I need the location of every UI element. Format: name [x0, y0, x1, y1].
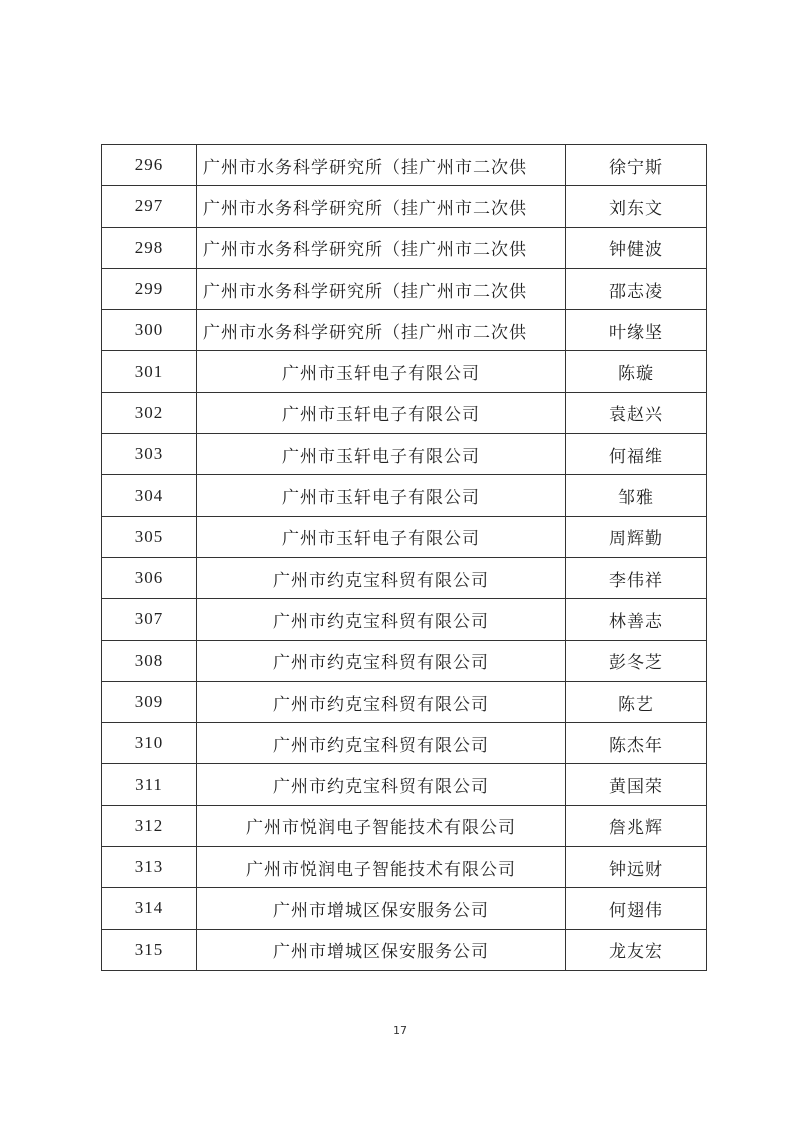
table-row	[102, 681, 707, 722]
table-row	[102, 723, 707, 764]
roster-table-body	[102, 145, 707, 971]
organization-cell: 广州市玉轩电子有限公司	[197, 475, 566, 516]
row-number-cell: 314	[102, 888, 197, 929]
person-name-cell: 黄国荣	[566, 764, 707, 805]
table-row	[102, 557, 707, 598]
person-name-cell: 陈璇	[566, 351, 707, 392]
organization-cell: 广州市水务科学研究所（挂广州市二次供	[197, 145, 566, 186]
row-number-cell: 309	[102, 681, 197, 722]
person-name-cell: 袁赵兴	[566, 392, 707, 433]
person-name-cell: 叶缘坚	[566, 310, 707, 351]
row-number-cell: 304	[102, 475, 197, 516]
row-number-cell: 298	[102, 227, 197, 268]
table-row	[102, 145, 707, 186]
row-number-cell: 305	[102, 516, 197, 557]
organization-cell: 广州市增城区保安服务公司	[197, 929, 566, 970]
table-row	[102, 764, 707, 805]
organization-cell: 广州市悦润电子智能技术有限公司	[197, 847, 566, 888]
table-row	[102, 186, 707, 227]
person-name-cell: 邹雅	[566, 475, 707, 516]
table-row	[102, 227, 707, 268]
organization-cell: 广州市约克宝科贸有限公司	[197, 681, 566, 722]
person-name-cell: 徐宁斯	[566, 145, 707, 186]
roster-table	[101, 144, 707, 971]
person-name-cell: 何翅伟	[566, 888, 707, 929]
organization-cell: 广州市水务科学研究所（挂广州市二次供	[197, 186, 566, 227]
table-row	[102, 351, 707, 392]
organization-cell: 广州市约克宝科贸有限公司	[197, 764, 566, 805]
organization-cell: 广州市玉轩电子有限公司	[197, 351, 566, 392]
page-number: 17	[393, 1024, 407, 1037]
person-name-cell: 何福维	[566, 434, 707, 475]
row-number-cell: 311	[102, 764, 197, 805]
organization-cell: 广州市玉轩电子有限公司	[197, 516, 566, 557]
organization-cell: 广州市玉轩电子有限公司	[197, 434, 566, 475]
organization-cell: 广州市水务科学研究所（挂广州市二次供	[197, 310, 566, 351]
person-name-cell: 刘东文	[566, 186, 707, 227]
person-name-cell: 林善志	[566, 599, 707, 640]
table-row	[102, 310, 707, 351]
person-name-cell: 钟远财	[566, 847, 707, 888]
organization-cell: 广州市水务科学研究所（挂广州市二次供	[197, 227, 566, 268]
person-name-cell: 李伟祥	[566, 557, 707, 598]
person-name-cell: 彭冬芝	[566, 640, 707, 681]
person-name-cell: 钟健波	[566, 227, 707, 268]
row-number-cell: 303	[102, 434, 197, 475]
organization-cell: 广州市水务科学研究所（挂广州市二次供	[197, 268, 566, 309]
organization-cell: 广州市约克宝科贸有限公司	[197, 723, 566, 764]
row-number-cell: 310	[102, 723, 197, 764]
row-number-cell: 302	[102, 392, 197, 433]
table-row	[102, 847, 707, 888]
row-number-cell: 297	[102, 186, 197, 227]
person-name-cell: 陈杰年	[566, 723, 707, 764]
table-row	[102, 599, 707, 640]
organization-cell: 广州市悦润电子智能技术有限公司	[197, 805, 566, 846]
row-number-cell: 306	[102, 557, 197, 598]
table-row	[102, 888, 707, 929]
table-row	[102, 392, 707, 433]
table-row	[102, 805, 707, 846]
row-number-cell: 301	[102, 351, 197, 392]
table-row	[102, 268, 707, 309]
organization-cell: 广州市增城区保安服务公司	[197, 888, 566, 929]
organization-cell: 广州市约克宝科贸有限公司	[197, 599, 566, 640]
person-name-cell: 詹兆辉	[566, 805, 707, 846]
row-number-cell: 308	[102, 640, 197, 681]
table-row	[102, 475, 707, 516]
organization-cell: 广州市约克宝科贸有限公司	[197, 557, 566, 598]
row-number-cell: 312	[102, 805, 197, 846]
person-name-cell: 陈艺	[566, 681, 707, 722]
table-row	[102, 929, 707, 970]
organization-cell: 广州市玉轩电子有限公司	[197, 392, 566, 433]
row-number-cell: 315	[102, 929, 197, 970]
table-row	[102, 640, 707, 681]
person-name-cell: 邵志凌	[566, 268, 707, 309]
person-name-cell: 周辉勤	[566, 516, 707, 557]
row-number-cell: 300	[102, 310, 197, 351]
organization-cell: 广州市约克宝科贸有限公司	[197, 640, 566, 681]
table-row	[102, 434, 707, 475]
row-number-cell: 307	[102, 599, 197, 640]
row-number-cell: 296	[102, 145, 197, 186]
person-name-cell: 龙友宏	[566, 929, 707, 970]
row-number-cell: 299	[102, 268, 197, 309]
table-row	[102, 516, 707, 557]
row-number-cell: 313	[102, 847, 197, 888]
